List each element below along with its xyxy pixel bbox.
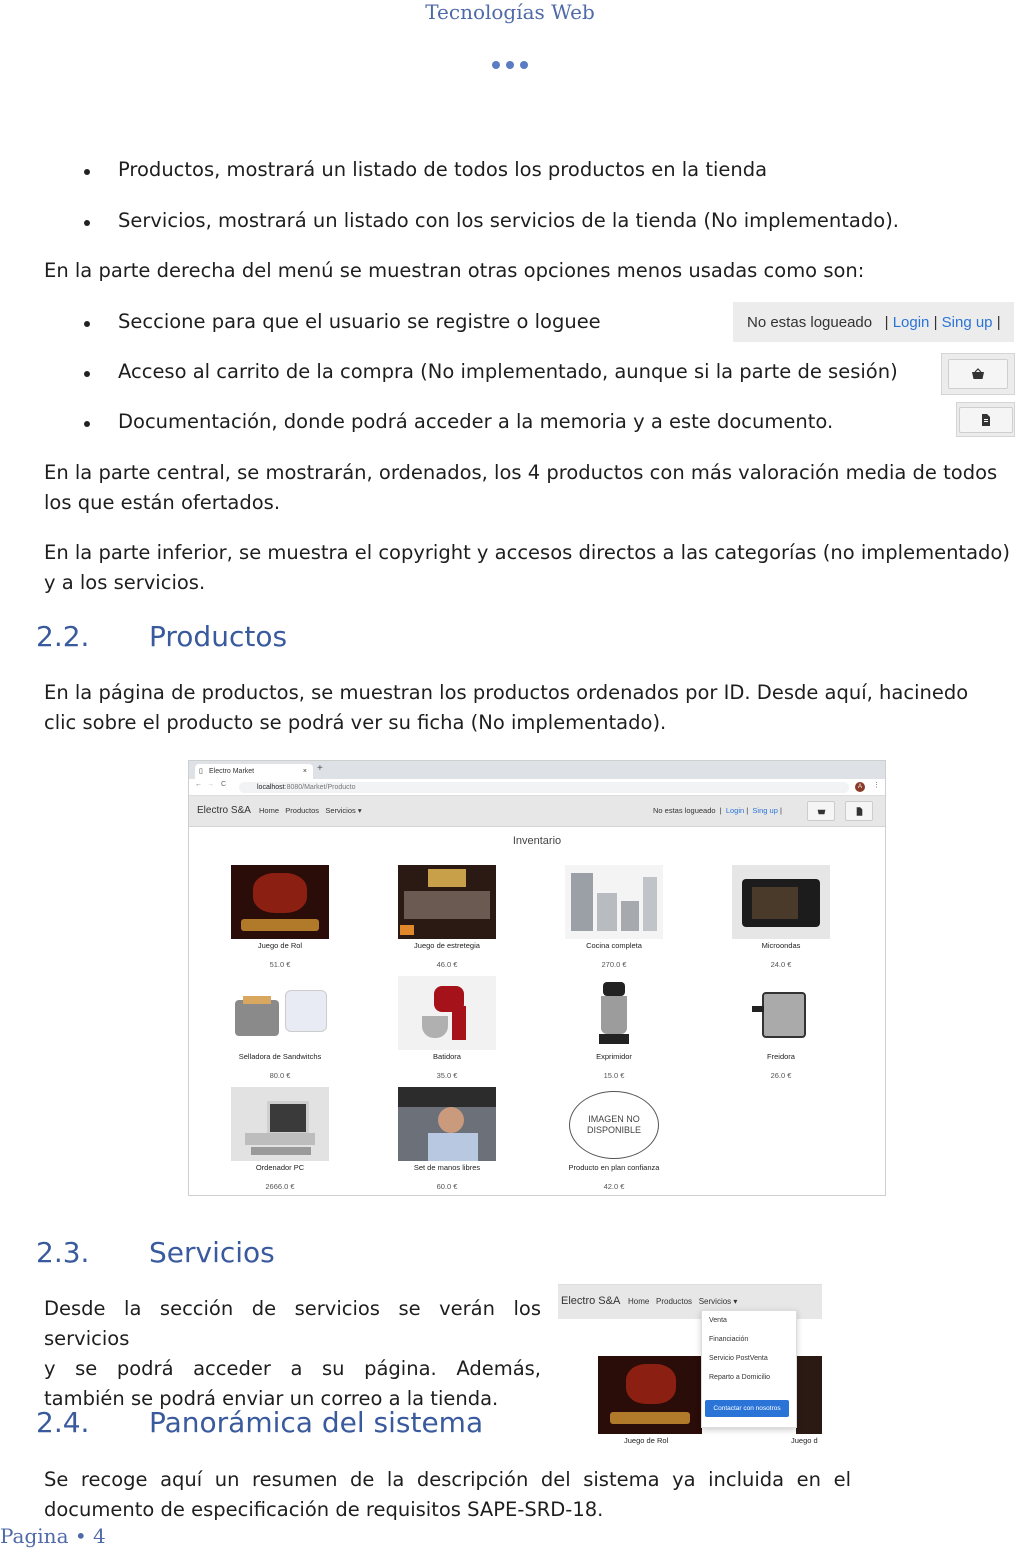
product-card[interactable]: Ordenador PC 2666.0 € [200,1087,360,1191]
page-icon: ▯ [199,768,203,775]
basket-icon [971,368,985,380]
product-image-selladora [231,976,329,1050]
section-2-4-title: Panorámica del sistema [149,1406,484,1439]
login-link[interactable]: Login [892,313,930,331]
bullet-productos: Productos, mostrará un listado de todos los productos en la tienda [118,158,767,181]
product-card[interactable]: Batidora 35.0 € [367,976,527,1080]
section-2-2-body: En la página de productos, se muestran los productos ordenados por ID. Desde aquí, hacinedo clic sobre el producto se podrá ver su ficha (No implementado). [44,681,969,734]
product-image-freidora [732,976,830,1050]
menu-dots-icon[interactable]: ⋮ [873,782,880,789]
inventory-title: Inventario [512,835,562,847]
section-2-4-number: 2.4. [36,1406,90,1439]
product-image-no-disponible: IMAGEN NO DISPONIBLE [565,1087,663,1161]
contact-button[interactable]: Contactar con nosotros [705,1400,789,1417]
avatar[interactable]: A [855,782,865,792]
product-image-exprimidor [565,976,663,1050]
section-2-3-number: 2.3. [36,1236,90,1269]
nav-docs-button[interactable] [845,801,873,821]
section-2-3-title: Servicios [149,1236,275,1269]
section-2-2-number: 2.2. [36,620,90,653]
nav-login[interactable]: Login [725,806,745,815]
new-tab-icon[interactable]: + [317,763,323,774]
address-bar[interactable]: localhost:8080/Market/Producto [239,782,849,793]
product-image-microondas [732,865,830,939]
bullet-docs: Documentación, donde podrá acceder a la memoria y a este documento. [118,410,833,433]
document-icon [856,807,863,816]
tab-close-icon[interactable]: × [302,768,307,775]
signup-link[interactable]: Sing up [941,313,993,331]
running-header-title: Tecnologías Web [425,0,595,24]
bullet-login: Seccione para que el usuario se registre o loguee [118,310,601,333]
product-image-estrategia [796,1356,822,1434]
page-number-footer: Pagina • 4 [0,1524,106,1548]
section-2-2-title: Productos [149,620,288,653]
section-2-4-body: Se recoge aquí un resumen de la descripción del sistema ya incluida en el documento de especificación de requisitos SAPE-SRD-18. [44,1468,851,1521]
nav-servicios[interactable]: Servicios ▾ [325,806,362,815]
product-image-estrategia [398,865,496,939]
menu-item-venta[interactable]: Venta [709,1317,727,1324]
forward-icon[interactable]: → [207,781,214,788]
para-right-menu: En la parte derecha del menú se muestran otras opciones menos usadas como son: [44,259,865,282]
bullet-cart: Acceso al carrito de la compra (No implementado, aunque si la parte de sesión) [118,360,898,383]
product-card[interactable]: Set de manos libres 60.0 € [367,1087,527,1191]
login-strip-screenshot: No estas logueado | Login | Sing up | [733,302,1014,342]
nav-cart-button[interactable] [807,801,835,821]
site-brand[interactable]: Electro S&A [197,805,251,816]
product-card[interactable]: Microondas 24.0 € [701,865,861,969]
section-2-3-body: Desde la sección de servicios se verán los servicios y se podrá acceder a su página. Además, también se podrá enviar un correo a la tienda. [44,1297,541,1410]
nav-servicios[interactable]: Servicios ▾ [698,1297,738,1306]
products-page-screenshot: ▯ Electro Market × + ← → C localhost:8080/Market/Producto A ⋮ Electro S&A Home Productos Servicios ▾ No estas logueado | Login | Sing up | Inventario Juego de Rol 51.0 € Juego de estretegia 46.0 € Cocina completa 270.0 € Microondas 24.0 € Selladora de Sandwitchs 80.0 € Batidora 35.0 € Exprimidor 15.0 € Freidora 26.0 € Ordenador PC 2666.0 € Set de manos libres 60.0 € IMAGEN NO DISPONIBLE Producto en plan confianza 42.0 € [188,760,886,1196]
services-dropdown [701,1310,797,1428]
product-card[interactable]: Selladora de Sandwitchs 80.0 € [200,976,360,1080]
product-image-manos-libres [398,1087,496,1161]
back-icon[interactable]: ← [195,781,202,788]
nav-productos[interactable]: Productos [656,1297,693,1306]
menu-item-financiacion[interactable]: Financiación [709,1336,749,1343]
product-card[interactable]: Cocina completa 270.0 € [534,865,694,969]
browser-tab[interactable]: ▯ Electro Market × [195,764,313,779]
product-image-juego-rol [598,1356,702,1434]
para-inferior: En la parte inferior, se muestra el copyright y accesos directos a las categorías (no implementado) y a los servicios. [44,541,1010,594]
nav-productos[interactable]: Productos [285,806,320,815]
product-image-cocina [565,865,663,939]
menu-item-reparto[interactable]: Reparto a Domicilio [709,1374,771,1381]
header-ornament [0,54,1020,73]
basket-icon [817,807,826,815]
product-card[interactable]: Juego de estretegia 46.0 € [367,865,527,969]
product-card[interactable]: Exprimidor 15.0 € [534,976,694,1080]
reload-icon[interactable]: C [221,781,227,788]
cart-button-screenshot[interactable] [941,353,1015,395]
document-icon [981,414,991,426]
docs-button-screenshot[interactable] [956,402,1015,437]
product-card[interactable]: IMAGEN NO DISPONIBLE Producto en plan confianza 42.0 € [534,1087,694,1191]
nav-home[interactable]: Home [259,806,280,815]
nav-signup[interactable]: Sing up [752,806,778,815]
services-menu-screenshot: Electro S&A Home Productos Servicios ▾ Juego de Rol Juego d Venta Financiación Servicio PostVenta Reparto a Domicilio Contactar con nosotros [558,1280,822,1448]
bullet-servicios: Servicios, mostrará un listado con los servicios de la tienda (No implementado). [118,209,899,232]
product-image-batidora [398,976,496,1050]
menu-item-postventa[interactable]: Servicio PostVenta [709,1355,768,1362]
nav-home[interactable]: Home [628,1297,650,1306]
product-card[interactable]: Juego de Rol 51.0 € [200,865,360,969]
product-card[interactable]: Freidora 26.0 € [701,976,861,1080]
para-central: En la parte central, se mostrarán, ordenados, los 4 productos con más valoración media de todos los que están ofertados. [44,461,998,514]
site-brand[interactable]: Electro S&A [561,1295,621,1307]
product-image-ordenador [231,1087,329,1161]
product-image-juego-rol [231,865,329,939]
